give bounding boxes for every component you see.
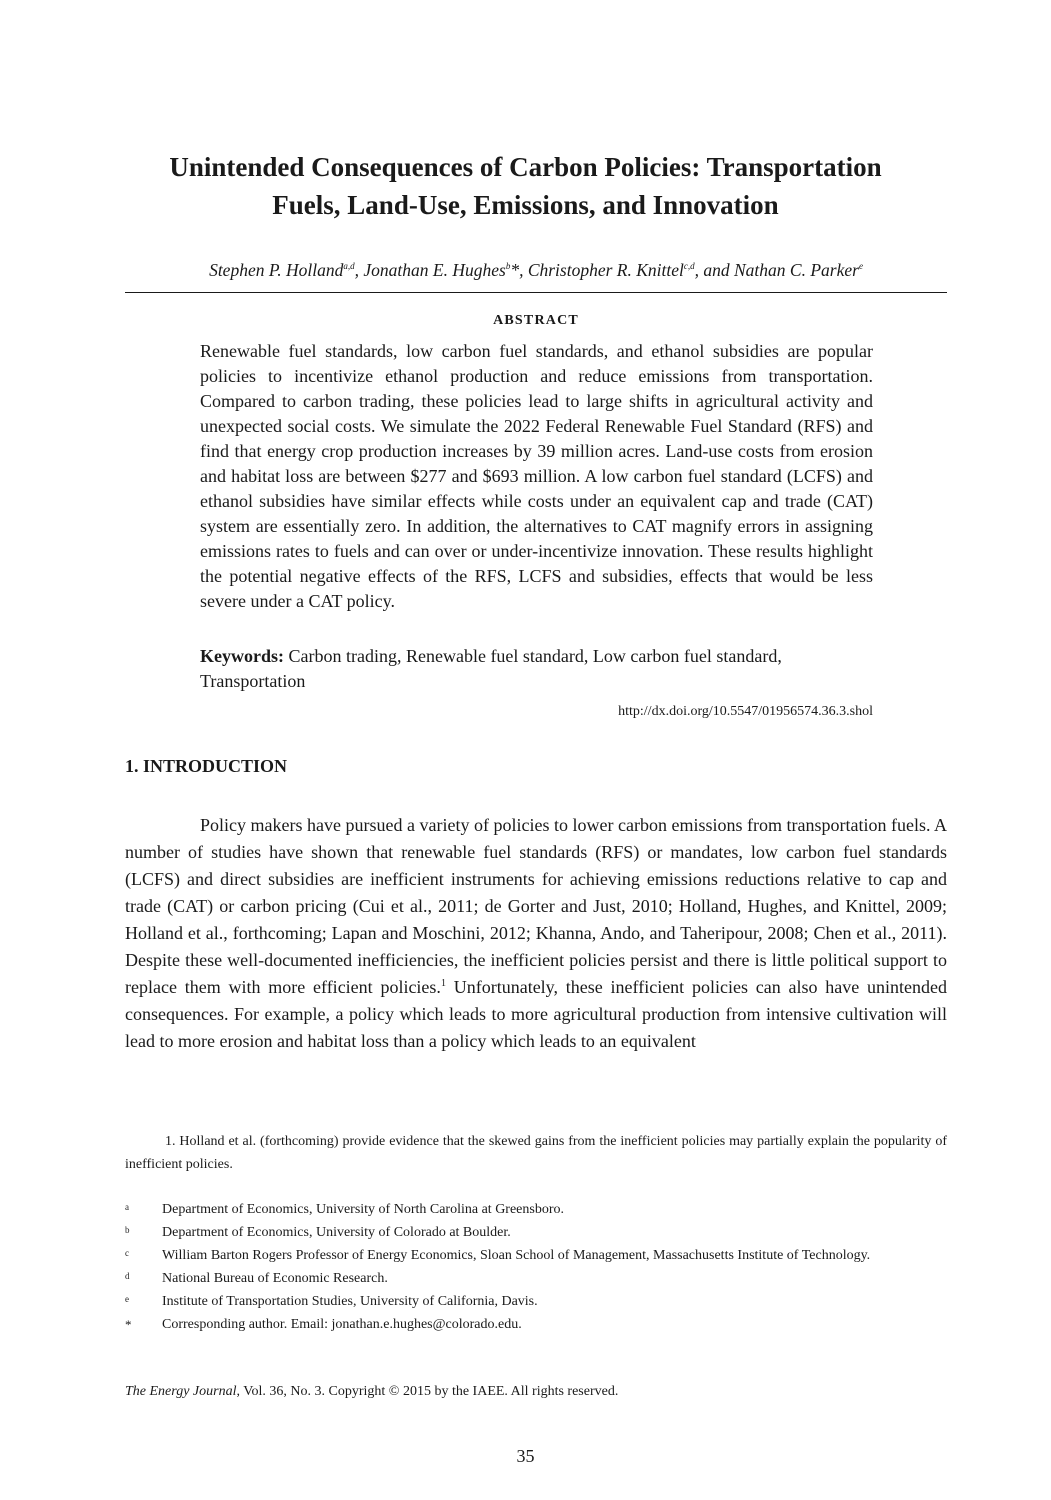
section-heading: 1. INTRODUCTION bbox=[125, 756, 288, 776]
corresponding-star: * bbox=[510, 260, 520, 280]
affiliation-item bbox=[125, 1290, 947, 1313]
affiliation-text: National Bureau of Economic Research. bbox=[162, 1271, 388, 1286]
affiliation-item bbox=[125, 1221, 947, 1244]
affiliation-mark: e bbox=[125, 1294, 129, 1304]
affiliation-text: William Barton Rogers Professor of Energy Economics, Sloan School of Management, Massachusetts Institute of Technology. bbox=[162, 1248, 871, 1263]
affiliation-mark: a bbox=[125, 1202, 129, 1212]
journal-name: The Energy Journal bbox=[125, 1384, 237, 1399]
keywords-label: Keywords: bbox=[200, 646, 284, 666]
author-list bbox=[125, 258, 947, 282]
affiliation-mark: c bbox=[125, 1248, 129, 1258]
affiliation-mark: d bbox=[125, 1271, 130, 1281]
author-separator: , bbox=[519, 260, 528, 280]
author-affil-mark: c,d bbox=[683, 261, 695, 271]
author-affil-mark: b bbox=[505, 261, 511, 271]
author-name: Jonathan E. Hughes bbox=[363, 260, 506, 280]
affiliation-mark: b bbox=[125, 1225, 130, 1235]
keywords bbox=[200, 644, 820, 694]
journal-details: , Vol. 36, No. 3. Copyright © 2015 by the IAEE. All rights reserved. bbox=[236, 1384, 619, 1399]
header-rule bbox=[125, 292, 947, 293]
author-separator: , and bbox=[694, 260, 734, 280]
author-affil-mark: a,d bbox=[343, 261, 355, 271]
title-line-2: Fuels, Land-Use, Emissions, and Innovation bbox=[272, 190, 779, 220]
affiliation-list bbox=[125, 1198, 947, 1336]
footnote-ref[interactable]: 1 bbox=[440, 978, 446, 989]
abstract-text: Renewable fuel standards, low carbon fuel standards, and ethanol subsidies are popular policies to incentivize ethanol production and reduce emissions from transportation. Compared to carbon trading, these policies lead to large shifts in agricultural activity and unexpected social costs. We simulate the 2022 Federal Renewable Fuel Standard (RFS) and find that energy crop production increases by 39 million acres. Land-use costs from erosion and habitat loss are between $277 and $693 million. A low carbon fuel standard (LCFS) and ethanol subsidies have similar effects while costs under an equivalent cap and trade (CAT) system are essentially zero. In addition, the alternatives to CAT magnify errors in assigning emissions rates to fuels and can over or under-incentivize innovation. These results highlight the potential negative effects of the RFS, LCFS and subsidies, effects that would be less severe under a CAT policy. bbox=[200, 341, 873, 611]
author-name: Christopher R. Knittel bbox=[527, 260, 684, 280]
author-separator: , bbox=[354, 260, 364, 280]
page-number: 35 bbox=[516, 1446, 535, 1466]
author-name: Nathan C. Parker bbox=[734, 260, 859, 280]
intro-text: Policy makers have pursued a variety of policies to lower carbon emissions from transportation fuels. A number of studies have shown that renewable fuel standards (RFS) or mandates, low carbon fuel standards (LCFS) and direct subsidies are inefficient instruments for achieving emissions reductions relative to cap and trade (CAT) or carbon pricing (Cui et al., 2011; de Gorter and Just, 2010; Holland, Hughes, and Knittel, 2009; Holland et al., forthcoming; Lapan and Moschini, 2012; Khanna, Ando, and Taheripour, 2008; Chen et al., 2011). Despite these well-documented inefficiencies, the inefficient policies persist and there is little political support to replace them with more efficient policies. bbox=[125, 815, 947, 997]
journal-citation bbox=[125, 1382, 618, 1402]
author-affil-mark: e bbox=[858, 261, 863, 271]
abstract-heading: ABSTRACT bbox=[493, 313, 579, 328]
affiliation-text: Department of Economics, University of Colorado at Boulder. bbox=[162, 1225, 511, 1240]
intro-text: Unfortunately, these inefficient policies can also have unintended consequences. For example, a policy which leads to more agricultural production from intensive cultivation will lead to more erosion and habitat loss than a policy which leads to an equivalent bbox=[125, 977, 947, 1051]
affiliation-item bbox=[125, 1198, 947, 1221]
affiliation-text: Institute of Transportation Studies, University of California, Davis. bbox=[162, 1294, 538, 1309]
affiliation-text: Corresponding author. Email: jonathan.e.hughes@colorado.edu. bbox=[162, 1317, 522, 1332]
affiliation-mark: * bbox=[125, 1317, 132, 1332]
intro-paragraph bbox=[125, 812, 947, 1055]
footnote-1: 1. Holland et al. (forthcoming) provide evidence that the skewed gains from the inefficient policies may partially explain the popularity of inefficient policies. bbox=[125, 1134, 947, 1172]
affiliation-item bbox=[125, 1244, 947, 1267]
author-name: Stephen P. Holland bbox=[209, 260, 344, 280]
affiliation-text: Department of Economics, University of North Carolina at Greensboro. bbox=[162, 1202, 565, 1217]
title-line-1: Unintended Consequences of Carbon Policies: Transportation bbox=[169, 152, 882, 182]
affiliation-item bbox=[125, 1267, 947, 1290]
paper-title bbox=[120, 148, 931, 224]
affiliation-item bbox=[125, 1313, 947, 1336]
keywords-text: Carbon trading, Renewable fuel standard, Low carbon fuel standard, Transportation bbox=[200, 646, 782, 691]
doi-link[interactable]: http://dx.doi.org/10.5547/01956574.36.3.shol bbox=[618, 704, 873, 719]
